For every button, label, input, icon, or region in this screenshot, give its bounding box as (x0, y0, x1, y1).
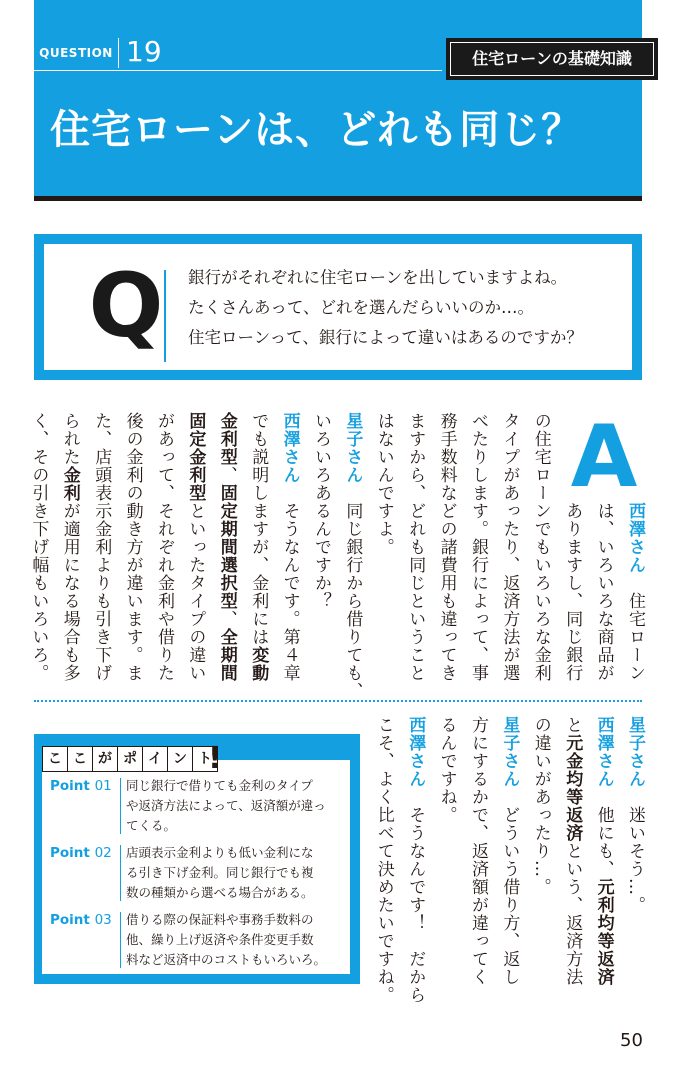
text-segment: 固定期間選択型 (216, 484, 237, 610)
point-separator (120, 778, 121, 834)
point-text-line: 他、繰り上げ返済や条件変更手数 (126, 932, 314, 947)
text-column (622, 502, 648, 682)
text-segment: が適用になる場合も多 (59, 502, 80, 682)
text-column (591, 502, 617, 682)
header-rule (34, 196, 642, 201)
text-segment: 固定金利型 (185, 412, 206, 502)
text-column (465, 716, 491, 986)
point-header-char: こ (42, 746, 68, 772)
text-column (496, 412, 522, 682)
point-label-text: Point (50, 845, 95, 861)
text-segment: 迷いそう…。 (625, 788, 645, 914)
dotted-divider (34, 700, 642, 702)
point-box (34, 734, 360, 984)
point-separator (120, 845, 121, 901)
point-label-number: 03 (94, 912, 112, 928)
text-segment: はないんですよ。 (373, 412, 394, 556)
text-column (214, 412, 240, 682)
text-column (528, 412, 554, 682)
text-segment: 務手数料などの諸費用も違ってき (436, 412, 457, 682)
text-column (308, 412, 334, 610)
text-column (57, 412, 83, 682)
text-segment: そうなんです。第４章 (279, 484, 300, 682)
text-segment: そうなんです！ だから (405, 788, 426, 1004)
point-label-number: 01 (94, 778, 112, 794)
text-column (402, 716, 428, 1004)
text-segment: 他にも、 (593, 788, 614, 878)
point-header-char: こ (67, 746, 93, 772)
point-separator (120, 912, 121, 968)
text-segment: 、 (216, 610, 237, 628)
text-segment: ますから、どれも同じということ (405, 412, 426, 682)
text-column (559, 716, 585, 986)
text-segment: く、その引き下げ幅もいろいろ。 (28, 412, 49, 682)
text-segment: ありますし、同じ銀行 (562, 502, 583, 682)
point-text-line: 料など返済中のコストもいろいろ。 (126, 952, 327, 967)
text-segment: 同じ銀行から借りても、 (342, 484, 363, 700)
exclamation-icon: ! (208, 741, 222, 776)
speaker-name: 西澤さん (593, 716, 614, 788)
text-segment: と (562, 716, 583, 734)
point-text-line: 数の種類から選べる場合がある。 (126, 885, 314, 900)
speaker-name: 星子さん (625, 716, 645, 788)
speaker-name: 星子さん (342, 412, 363, 484)
point-header-char: ポ (117, 746, 143, 772)
text-column (88, 412, 114, 682)
point-label (50, 845, 112, 861)
point-header (42, 746, 217, 772)
text-segment: 金利型 (216, 412, 237, 466)
text-segment: の住宅ローンでもいろいろな金利 (530, 412, 551, 682)
text-segment: られた (59, 412, 80, 466)
question-divider (164, 270, 166, 362)
point-label-text: Point (50, 778, 95, 794)
speaker-name: 星子さん (499, 716, 520, 788)
text-column (151, 412, 177, 682)
text-column (245, 412, 271, 682)
text-segment: こそ、よく比べて決めたいですね。 (373, 716, 394, 1004)
point-text-line: 同じ銀行で借りても金利のタイプ (126, 778, 313, 793)
page-number: 50 (620, 1030, 643, 1051)
speaker-name: 西澤さん (625, 502, 645, 574)
text-column (622, 716, 648, 914)
text-segment: があって、それぞれ金利や借りた (154, 412, 174, 682)
text-segment: タイプがあったり、返済方法が選 (499, 412, 520, 682)
point-header-char: ト (192, 746, 218, 772)
text-segment: の違いがあったり…。 (530, 716, 551, 896)
text-column (371, 412, 397, 556)
text-column (465, 412, 491, 682)
text-column (591, 716, 617, 986)
speaker-name: 西澤さん (279, 412, 300, 484)
question-label-separator (118, 38, 119, 68)
question-underline (34, 70, 442, 71)
question-label: QUESTION (39, 46, 113, 60)
point-header-char: イ (142, 746, 168, 772)
question-box (34, 234, 642, 380)
text-column (182, 412, 208, 682)
text-column (25, 412, 51, 682)
text-segment: 変動 (248, 646, 269, 682)
question-line: 住宅ローンって、銀行によって違いはあるのですか？ (188, 328, 583, 347)
text-segment: 元金均等返済 (562, 734, 583, 842)
text-column (120, 412, 146, 682)
text-segment: といったタイプの違い (185, 502, 206, 682)
point-label-text: Point (50, 912, 95, 928)
question-line: たくさんあって、どれを選んだらいいのか…。 (188, 298, 535, 317)
speaker-name: 西澤さん (405, 716, 426, 788)
question-line: 銀行がそれぞれに住宅ローンを出していますよね。 (188, 268, 568, 287)
question-number: 19 (126, 35, 162, 68)
point-text-line: てくる。 (126, 818, 177, 833)
text-column (434, 716, 460, 824)
point-text-line: 借りる際の保証料や事務手数料の (126, 912, 314, 927)
text-column (528, 716, 554, 896)
text-segment: という、返済方法 (562, 842, 583, 986)
text-segment: 全期間 (216, 628, 237, 682)
point-label-number: 02 (94, 845, 112, 861)
text-segment: 元利均等返済 (593, 878, 614, 986)
text-segment: 方にするかで、返済額が違ってく (468, 716, 488, 986)
text-segment: るんですね。 (436, 716, 457, 824)
answer-letter: A (570, 407, 638, 507)
text-segment: 後の金利の動き方が違います。ま (122, 412, 143, 682)
text-segment: 、 (216, 466, 237, 484)
point-text-line: 店頭表示金利よりも低い金利にな (126, 845, 314, 860)
header-band (34, 0, 642, 196)
point-text-line: る引き下げ金利。同じ銀行でも複 (126, 865, 314, 880)
point-header-char: ン (167, 746, 193, 772)
page-title: 住宅ローンは、どれも同じ？ (50, 107, 583, 153)
text-segment: べたりします。銀行によって、事 (468, 412, 488, 682)
category-badge (446, 38, 658, 80)
text-segment: どういう借り方、返し (499, 788, 520, 986)
text-column (434, 412, 460, 682)
category-label: 住宅ローンの基礎知識 (450, 42, 654, 76)
point-header-char: が (92, 746, 118, 772)
text-segment: は、いろいろな商品が (593, 502, 614, 682)
point-box-inner (42, 741, 350, 974)
point-label (50, 912, 112, 928)
point-text-line: や返済方法によって、返済額が違っ (126, 798, 326, 813)
text-column (559, 502, 585, 682)
text-column (371, 716, 397, 1004)
text-column (339, 412, 365, 700)
text-segment: 金利 (59, 466, 80, 502)
text-segment: た、店頭表示金利よりも引き下げ (91, 412, 112, 682)
point-label (50, 778, 112, 794)
text-column (496, 716, 522, 986)
text-column (277, 412, 303, 682)
question-box-inner (44, 244, 632, 370)
text-segment: 住宅ローン (625, 574, 645, 682)
text-segment: でも説明しますが、金利には (248, 412, 269, 646)
text-column (402, 412, 428, 682)
text-segment: いろいろあるんですか？ (311, 412, 331, 610)
question-letter: Q (88, 254, 164, 357)
